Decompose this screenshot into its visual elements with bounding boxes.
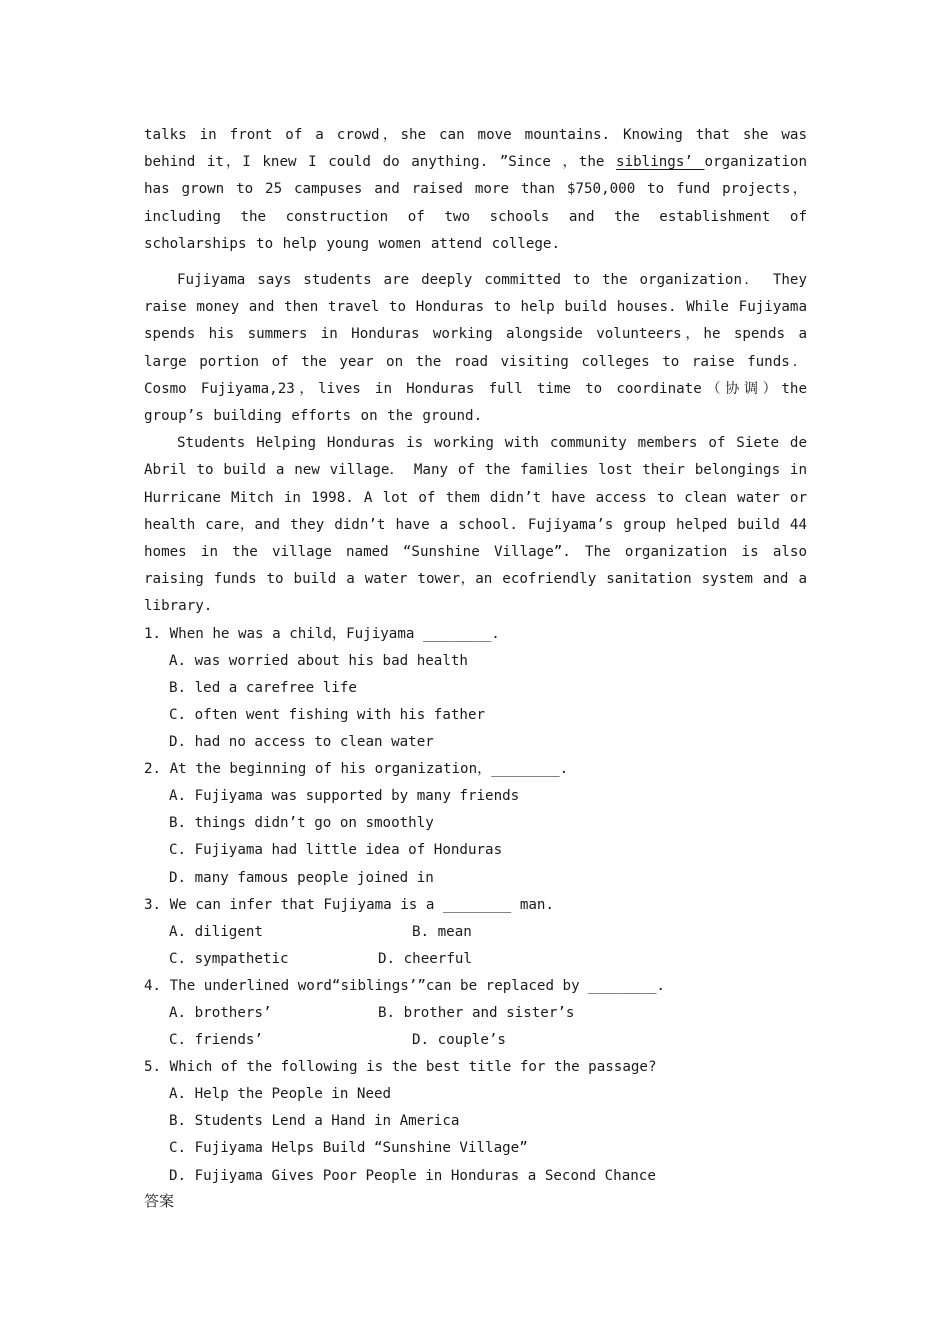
answer-label: 答案 xyxy=(144,1191,175,1210)
question-3-option-b: B. mean xyxy=(412,923,472,940)
question-4-option-d: D. couple’s xyxy=(412,1032,506,1049)
question-3-stem: 3. We can infer that Fujiyama is a ________ man. xyxy=(144,896,554,913)
question-5 xyxy=(144,1054,807,1189)
question-3 xyxy=(144,892,807,973)
question-1-option-b: B. led a carefree life xyxy=(169,679,357,696)
question-2-option-c: C. Fujiyama had little idea of Honduras xyxy=(169,842,503,859)
question-1-option-c: C. often went fishing with his father xyxy=(169,706,486,723)
question-3-option-c: C. sympathetic xyxy=(169,950,289,967)
question-1-stem: 1. When he was a child，Fujiyama ________. xyxy=(144,625,500,642)
question-3-options-row-2 xyxy=(144,946,807,973)
question-5-option-c: C. Fujiyama Helps Build “Sunshine Village” xyxy=(169,1140,528,1157)
paragraph-2: Fujiyama says students are deeply committed to the organization． They raise money and then travel to Honduras to help build houses. While Fujiyama spends his summers in Honduras working alongside volunteers，he spends a large portion of the year on the road visiting colleges to raise funds． Cosmo Fujiyama,23，lives in Honduras full time to coordinate（协调）the group’s building efforts on the ground. xyxy=(144,272,807,425)
paragraph-1 xyxy=(144,122,807,258)
question-5-option-b: B. Students Lend a Hand in America xyxy=(169,1113,460,1130)
paragraph-1-text-end: organization has grown to 25 campuses and raised more than $750,000 to fund projects，including the construction of two schools and the establishment of scholarships to help young women attend college. xyxy=(144,154,808,252)
question-4-option-b: B. brother and sister’s xyxy=(378,1004,575,1021)
question-1-option-d: D. had no access to clean water xyxy=(169,734,434,751)
question-2-option-a: A. Fujiyama was supported by many friends xyxy=(169,788,520,805)
question-2-stem: 2. At the beginning of his organization，________. xyxy=(144,761,569,778)
question-2-option-b: B. things didn’t go on smoothly xyxy=(169,815,434,832)
question-2 xyxy=(144,756,807,891)
question-list xyxy=(144,621,807,1190)
question-2-option-d: D. many famous people joined in xyxy=(169,869,434,886)
question-4-stem: 4. The underlined word“siblings’”can be replaced by ________. xyxy=(144,977,666,994)
question-5-stem: 5. Which of the following is the best title for the passage? xyxy=(144,1059,657,1076)
paragraph-3: Students Helping Honduras is working with community members of Siete de Abril to build a new village． Many of the families lost their belongings in Hurricane Mitch in 1998. A lot of them didn’t have access to clean water or health care，and they didn’t have a school. Fujiyama’s group helped build 44 homes in the village named “Sunshine Village”. The organization is also raising funds to build a water tower，an ecofriendly sanitation system and a library. xyxy=(144,435,808,615)
question-5-option-a: A. Help the People in Need xyxy=(169,1086,392,1103)
question-3-options-row-1 xyxy=(144,919,807,946)
paragraph-1-text-start: talks in front of a crowd，she can move mountains. Knowing that she was behind it，I knew I could do anything. ”Since ，the xyxy=(144,127,807,171)
document-page xyxy=(144,122,807,1212)
question-4 xyxy=(144,973,807,1054)
question-5-option-d: D. Fujiyama Gives Poor People in Honduras a Second Chance xyxy=(169,1167,656,1184)
question-1 xyxy=(144,621,807,756)
question-3-option-d: D. cheerful xyxy=(378,950,472,967)
question-4-option-a: A. brothers’ xyxy=(169,1004,272,1021)
question-4-option-c: C. friends’ xyxy=(169,1032,263,1049)
question-4-options-row-1 xyxy=(144,1000,807,1027)
underlined-word-siblings: siblings’ xyxy=(616,154,705,171)
question-4-options-row-2 xyxy=(144,1027,807,1054)
question-1-option-a: A. was worried about his bad health xyxy=(169,652,468,669)
question-3-option-a: A. diligent xyxy=(169,923,263,940)
